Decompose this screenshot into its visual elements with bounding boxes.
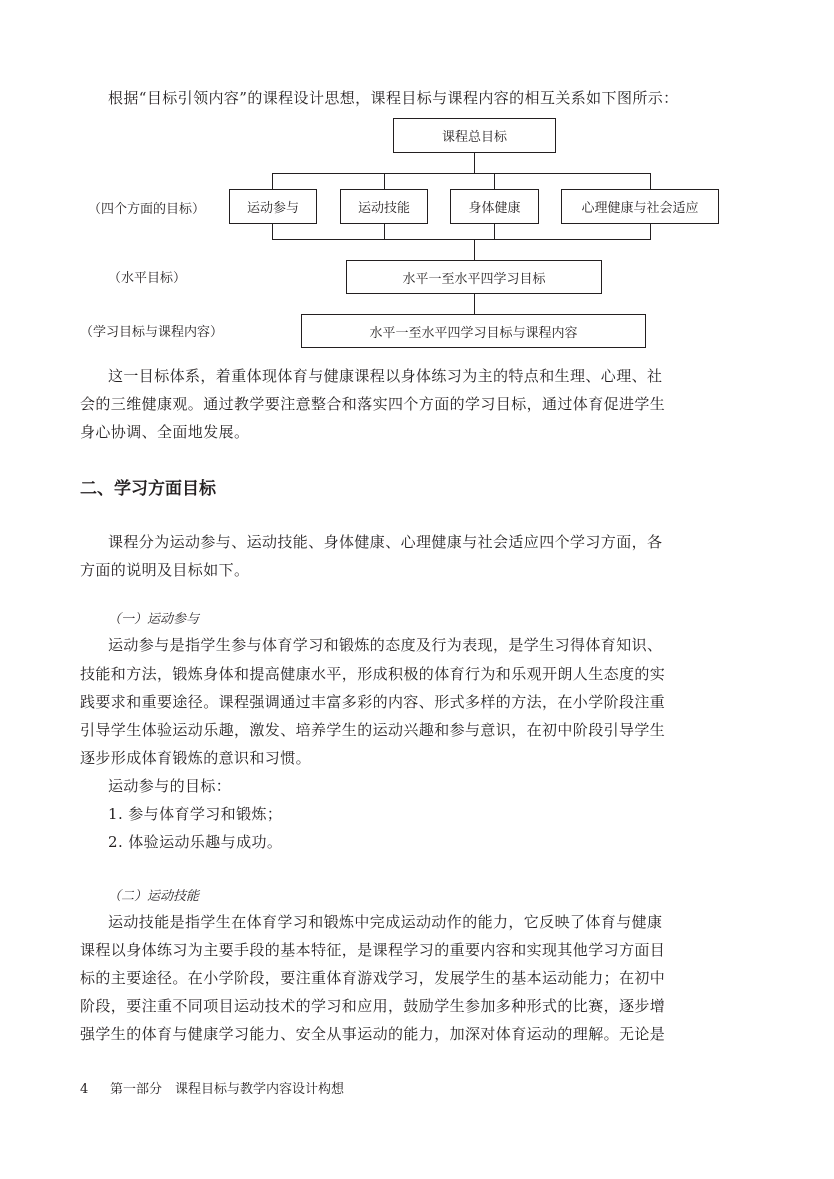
- intro-text: 根据“目标引领内容”的课程设计思想，课程目标与课程内容的相互关系如下图所示：: [108, 89, 679, 107]
- sub1-line: 运动参与是指学生参与体育学习和锻炼的态度及行为表现，是学生习得体育知识、: [108, 636, 663, 654]
- connector: [474, 239, 475, 260]
- sub1-goal-item: 1. 参与体育学习和锻炼；: [108, 805, 283, 823]
- connector: [272, 239, 650, 240]
- row-label-aspects: （四个方面的目标）: [88, 202, 206, 217]
- subsection-title: （一）运动参与: [108, 612, 200, 627]
- top-goal-box: 课程总目标: [393, 118, 556, 153]
- para1-line: 会的三维健康观。通过教学要注意整合和落实四个方面的学习目标，通过体育促进学生: [80, 395, 666, 413]
- page-footer: [80, 1078, 344, 1097]
- connector: [474, 294, 475, 314]
- sub2-line: 强学生的体育与健康学习能力、安全从事运动的能力，加深对体育运动的理解。无论是: [80, 1025, 666, 1043]
- connector: [494, 224, 495, 240]
- aspect-box-skills: 运动技能: [340, 189, 428, 224]
- sub1-goals-title: 运动参与的目标：: [108, 777, 232, 795]
- row-label-level: （水平目标）: [108, 271, 187, 286]
- connector: [384, 224, 385, 240]
- connector: [272, 173, 650, 174]
- sub2-line: 标的主要途径。在小学阶段，要注重体育游戏学习，发展学生的基本运动能力；在初中: [80, 969, 666, 987]
- connector: [272, 173, 273, 189]
- connector: [494, 173, 495, 189]
- aspect-box-mental-social: 心理健康与社会适应: [561, 189, 719, 224]
- connector: [650, 173, 651, 189]
- sub1-goal-item: 2. 体验运动乐趣与成功。: [108, 833, 283, 851]
- subsection-title: （二）运动技能: [108, 889, 200, 904]
- sub1-line: 技能和方法，锻炼身体和提高健康水平，形成积极的体育行为和乐观开朗人生态度的实: [80, 665, 666, 683]
- section-heading: 二、学习方面目标: [80, 479, 216, 499]
- sub1-line: 践要求和重要途径。课程强调通过丰富多彩的内容、形式多样的方法，在小学阶段注重: [80, 693, 666, 711]
- connector: [474, 153, 475, 174]
- content-box: 水平一至水平四学习目标与课程内容: [301, 314, 646, 348]
- aspect-box-participation: 运动参与: [229, 189, 317, 224]
- level-goals-box: 水平一至水平四学习目标: [346, 260, 602, 294]
- row-label-content: （学习目标与课程内容）: [80, 325, 224, 340]
- para2-line: 课程分为运动参与、运动技能、身体健康、心理健康与社会适应四个学习方面，各: [108, 533, 663, 551]
- connector: [384, 173, 385, 189]
- footer-text: 第一部分 课程目标与教学内容设计构想: [110, 1082, 345, 1097]
- para1-line: 身心协调、全面地发展。: [80, 423, 250, 441]
- para2-line: 方面的说明及目标如下。: [80, 561, 250, 579]
- sub2-line: 阶段，要注重不同项目运动技术的学习和应用，鼓励学生参加多种形式的比赛，逐步增: [80, 997, 666, 1015]
- page-number: 4: [80, 1082, 89, 1097]
- aspect-box-health: 身体健康: [450, 189, 539, 224]
- sub1-line: 逐步形成体育锻炼的意识和习惯。: [80, 749, 312, 767]
- para1-line: 这一目标体系，着重体现体育与健康课程以身体练习为主的特点和生理、心理、社: [108, 367, 663, 385]
- sub1-line: 引导学生体验运动乐趣，激发、培养学生的运动兴趣和参与意识，在初中阶段引导学生: [80, 721, 666, 739]
- connector: [650, 224, 651, 240]
- connector: [272, 224, 273, 240]
- sub2-line: 运动技能是指学生在体育学习和锻炼中完成运动动作的能力，它反映了体育与健康: [108, 913, 663, 931]
- sub2-line: 课程以身体练习为主要手段的基本特征，是课程学习的重要内容和实现其他学习方面目: [80, 941, 666, 959]
